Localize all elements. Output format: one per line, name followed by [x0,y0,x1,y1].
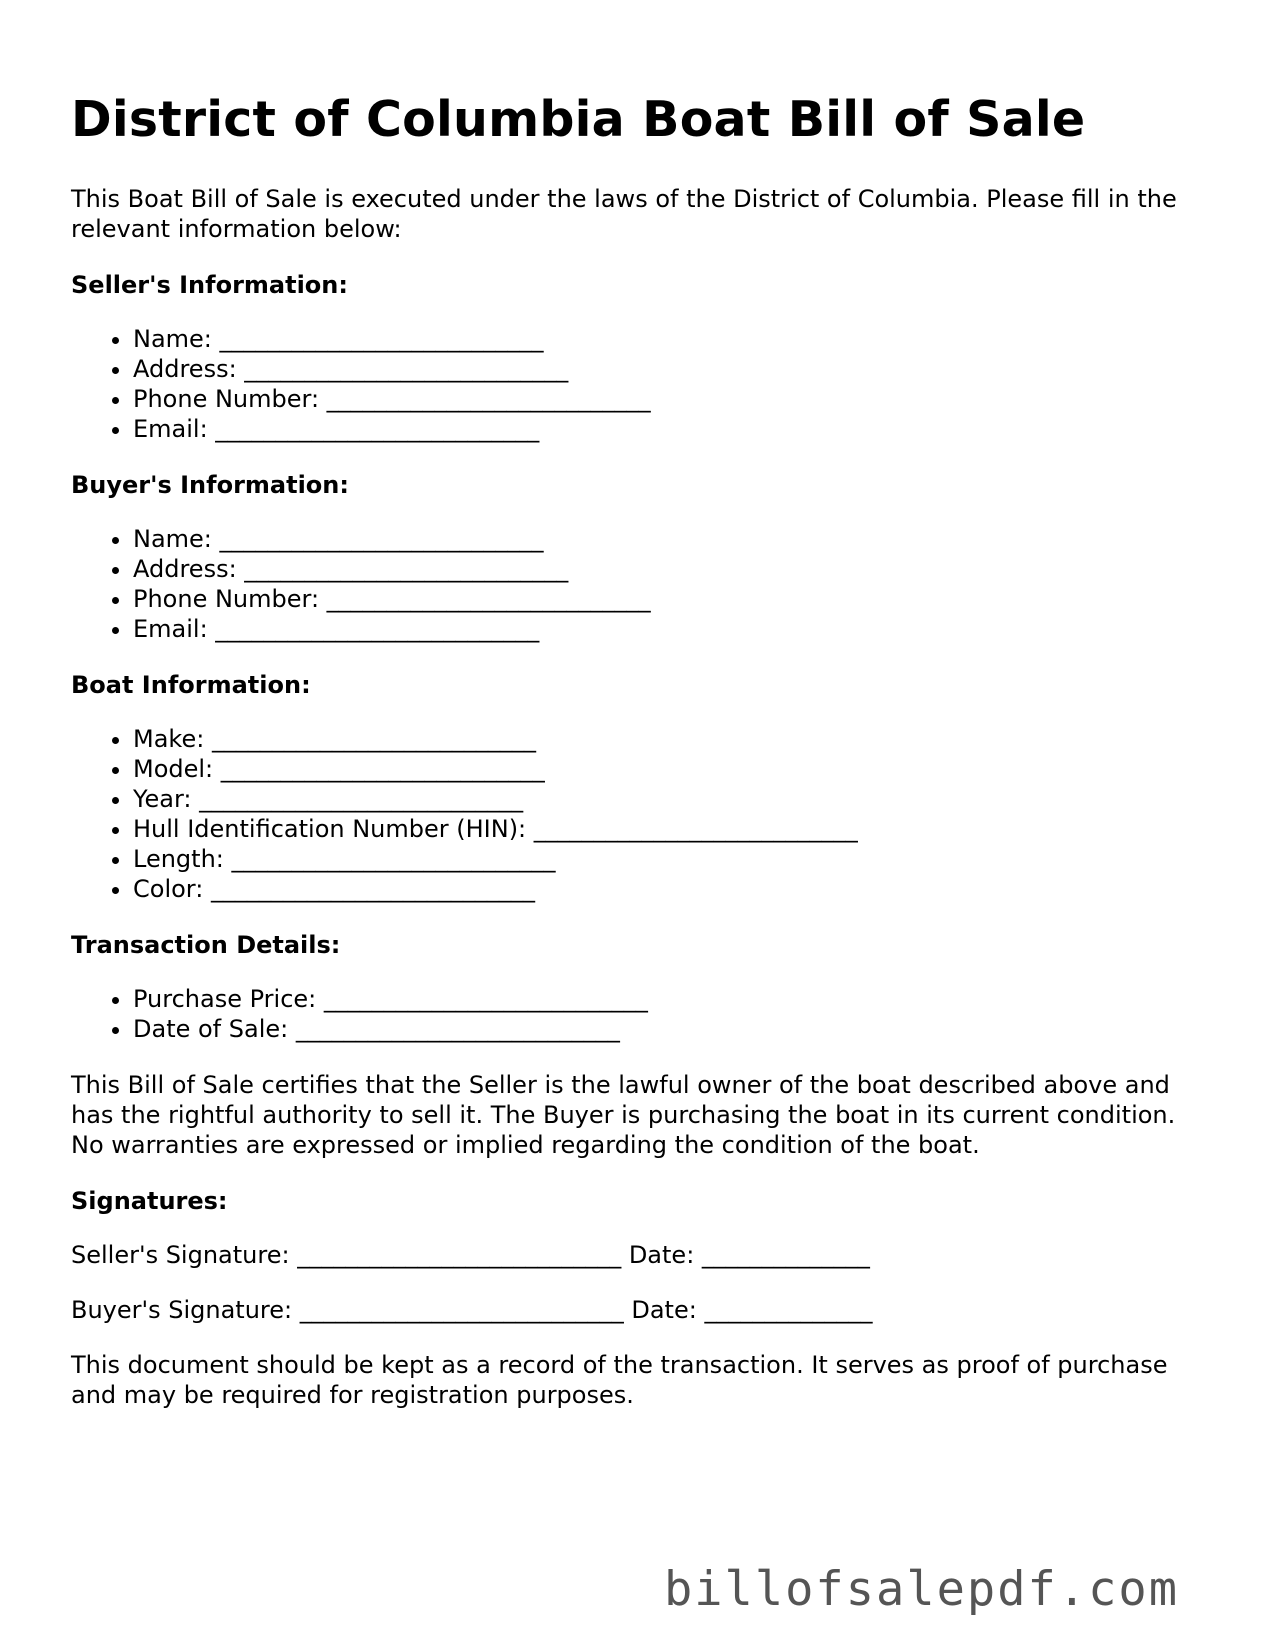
purchase-price-field: • Purchase Price: ___________________________ [133,984,1201,1014]
transaction-heading: Transaction Details: [71,931,341,959]
seller-email-field: • Email: ___________________________ [133,414,1201,444]
watermark-text: billofsalepdf.com [663,1562,1179,1617]
seller-heading: Seller's Information: [71,271,348,299]
intro-paragraph: This Boat Bill of Sale is executed under the laws of the District of Columbia. Please fill in the relevant information below: [71,185,1177,243]
buyer-heading: Buyer's Information: [71,471,349,499]
boat-color-field: • Color: ___________________________ [133,874,1201,904]
document-page [71,86,1201,1436]
boat-make-field: • Make: ___________________________ [133,724,1201,754]
buyer-phone-field: • Phone Number: ___________________________ [133,584,1201,614]
signatures-heading: Signatures: [71,1187,228,1215]
seller-phone-field: • Phone Number: ___________________________ [133,384,1201,414]
seller-info-list [71,324,1201,444]
certification-paragraph: This Bill of Sale certifies that the Seller is the lawful owner of the boat described above and has the rightful authority to sell it. The Buyer is purchasing the boat in its current condition. No warranties are expressed or implied regarding the condition of the boat. [71,1071,1176,1159]
boat-info-list [71,724,1201,904]
transaction-info-list [71,984,1201,1044]
buyer-info-list [71,524,1201,644]
seller-signature-line: Seller's Signature: ___________________________ Date: ______________ [71,1241,870,1269]
closing-paragraph: This document should be kept as a record of the transaction. It serves as proof of purchase and may be required for registration purposes. [71,1351,1168,1409]
boat-hin-field: • Hull Identification Number (HIN): ___________________________ [133,814,1201,844]
seller-name-field: • Name: ___________________________ [133,324,1201,354]
boat-length-field: • Length: ___________________________ [133,844,1201,874]
document-title: District of Columbia Boat Bill of Sale [71,91,1086,148]
boat-year-field: • Year: ___________________________ [133,784,1201,814]
buyer-name-field: • Name: ___________________________ [133,524,1201,554]
boat-heading: Boat Information: [71,671,311,699]
buyer-email-field: • Email: ___________________________ [133,614,1201,644]
seller-address-field: • Address: ___________________________ [133,354,1201,384]
buyer-address-field: • Address: ___________________________ [133,554,1201,584]
date-of-sale-field: • Date of Sale: ___________________________ [133,1014,1201,1044]
boat-model-field: • Model: ___________________________ [133,754,1201,784]
buyer-signature-line: Buyer's Signature: ___________________________ Date: ______________ [71,1296,873,1324]
